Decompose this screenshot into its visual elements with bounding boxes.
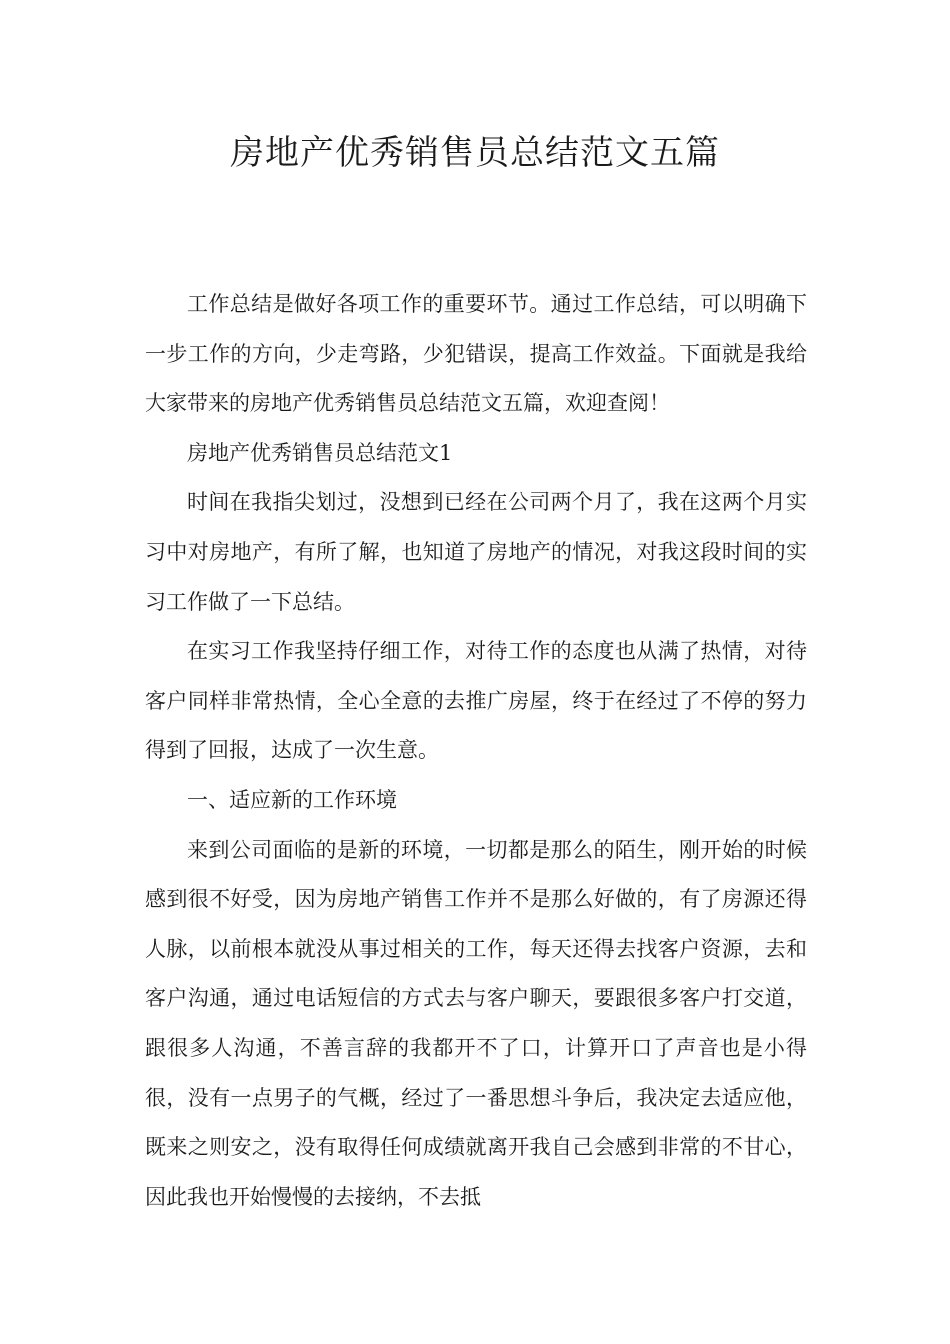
document-body [145, 280, 807, 1222]
body-paragraph: 在实习工作我坚持仔细工作，对待工作的态度也从满了热情，对待客户同样非常热情，全心全意的去推广房屋，终于在经过了不停的努力得到了回报，达成了一次生意。 [145, 639, 807, 763]
body-paragraph: 时间在我指尖划过，没想到已经在公司两个月了，我在这两个月实习中对房地产，有所了解，也知道了房地产的情况，对我这段时间的实习工作做了一下总结。 [145, 490, 807, 614]
document-title: 房地产优秀销售员总结范文五篇 [230, 133, 720, 173]
intro-paragraph: 工作总结是做好各项工作的重要环节。通过工作总结，可以明确下一步工作的方向，少走弯路，少犯错误，提高工作效益。下面就是我给大家带来的房地产优秀销售员总结范文五篇，欢迎查阅！ [145, 292, 807, 416]
subsection-heading: 一、适应新的工作环境 [187, 787, 397, 812]
body-paragraph: 来到公司面临的是新的环境，一切都是那么的陌生，刚开始的时候感到很不好受，因为房地产销售工作并不是那么好做的，有了房源还得人脉，以前根本就没从事过相关的工作，每天还得去找客户资源，去和客户沟通，通过电话短信的方式去与客户聊天，要跟很多客户打交道，跟很多人沟通，不善言辞的我都开不了口，计算开口了声音也是小得很，没有一点男子的气概，经过了一番思想斗争后，我决定去适应他，既来之则安之，没有取得任何成绩就离开我自己会感到非常的不甘心，因此我也开始慢慢的去接纳，不去抵 [145, 837, 807, 1209]
section-heading: 房地产优秀销售员总结范文1 [187, 440, 453, 465]
